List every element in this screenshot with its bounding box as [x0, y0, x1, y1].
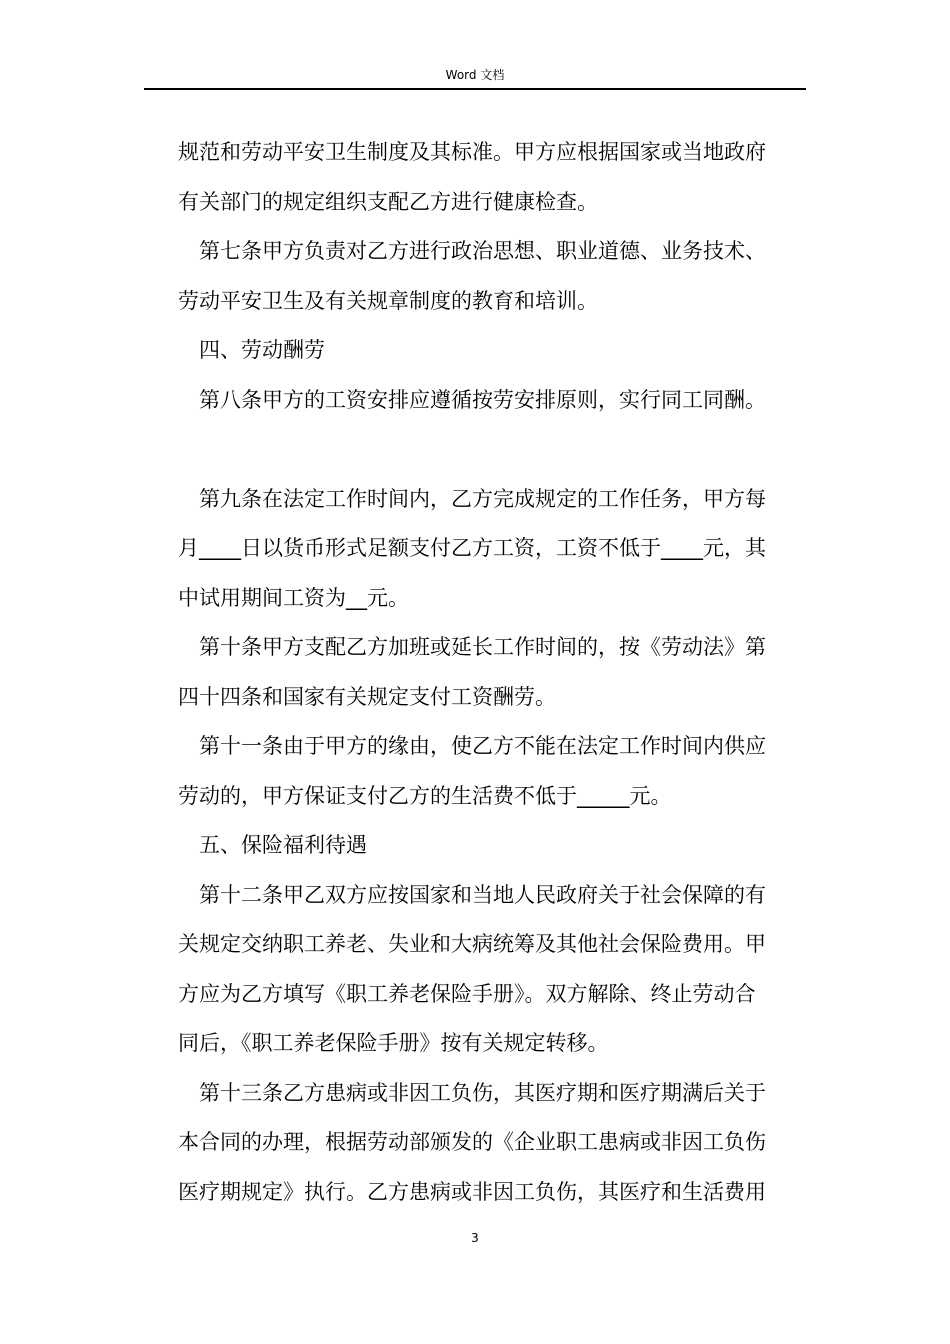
- text-line: 中试用期间工资为__元。: [178, 585, 409, 610]
- text-line: 第九条在法定工作时间内，乙方完成规定的工作任务，甲方每: [199, 486, 766, 511]
- page-footer: [0, 1230, 950, 1246]
- text-line: 第十条甲方支配乙方加班或延长工作时间的，按《劳动法》第: [199, 635, 766, 659]
- text-line: 同后，《职工养老保险手册》按有关规定转移。: [178, 1031, 609, 1055]
- section-heading: 四、劳动酬劳: [199, 338, 325, 362]
- text-line: 四十四条和国家有关规定支付工资酬劳。: [178, 684, 556, 709]
- document-body: [178, 128, 806, 1217]
- text-line: 方应为乙方填写《职工养老保险手册》。双方解除、终止劳动合: [178, 981, 756, 1006]
- text-line: 本合同的办理，根据劳动部颁发的《企业职工患病或非因工负伤: [178, 1130, 766, 1154]
- text-line: 劳动平安卫生及有关规章制度的教育和培训。: [178, 288, 598, 313]
- text-line: 有关部门的规定组织支配乙方进行健康检查。: [178, 189, 598, 214]
- text-line: 第十三条乙方患病或非因工负伤，其医疗期和医疗期满后关于: [199, 1080, 766, 1105]
- page-header: [144, 66, 806, 90]
- text-line: 规范和劳动平安卫生制度及其标准。甲方应根据国家或当地政府: [178, 140, 766, 164]
- text-line: 月____日以货币形式足额支付乙方工资，工资不低于____元，其: [178, 536, 766, 560]
- blank-line: [178, 425, 806, 475]
- text-line: 医疗期规定》执行。乙方患病或非因工负伤，其医疗和生活费用: [178, 1179, 766, 1204]
- text-line: 第十一条由于甲方的缘由，使乙方不能在法定工作时间内供应: [199, 734, 766, 758]
- section-heading: 五、保险福利待遇: [199, 833, 367, 857]
- header-title: Word 文档: [445, 68, 505, 82]
- text-line: 第七条甲方负责对乙方进行政治思想、职业道德、业务技术、: [199, 239, 766, 263]
- text-line: 关规定交纳职工养老、失业和大病统筹及其他社会保险费用。甲: [178, 932, 766, 956]
- text-line: 劳动的，甲方保证支付乙方的生活费不低于_____元。: [178, 783, 672, 808]
- text-line: 第八条甲方的工资安排应遵循按劳安排原则，实行同工同酬。: [199, 387, 766, 412]
- page-number: 3: [471, 1231, 479, 1245]
- text-line: 第十二条甲乙双方应按国家和当地人民政府关于社会保障的有: [199, 882, 766, 907]
